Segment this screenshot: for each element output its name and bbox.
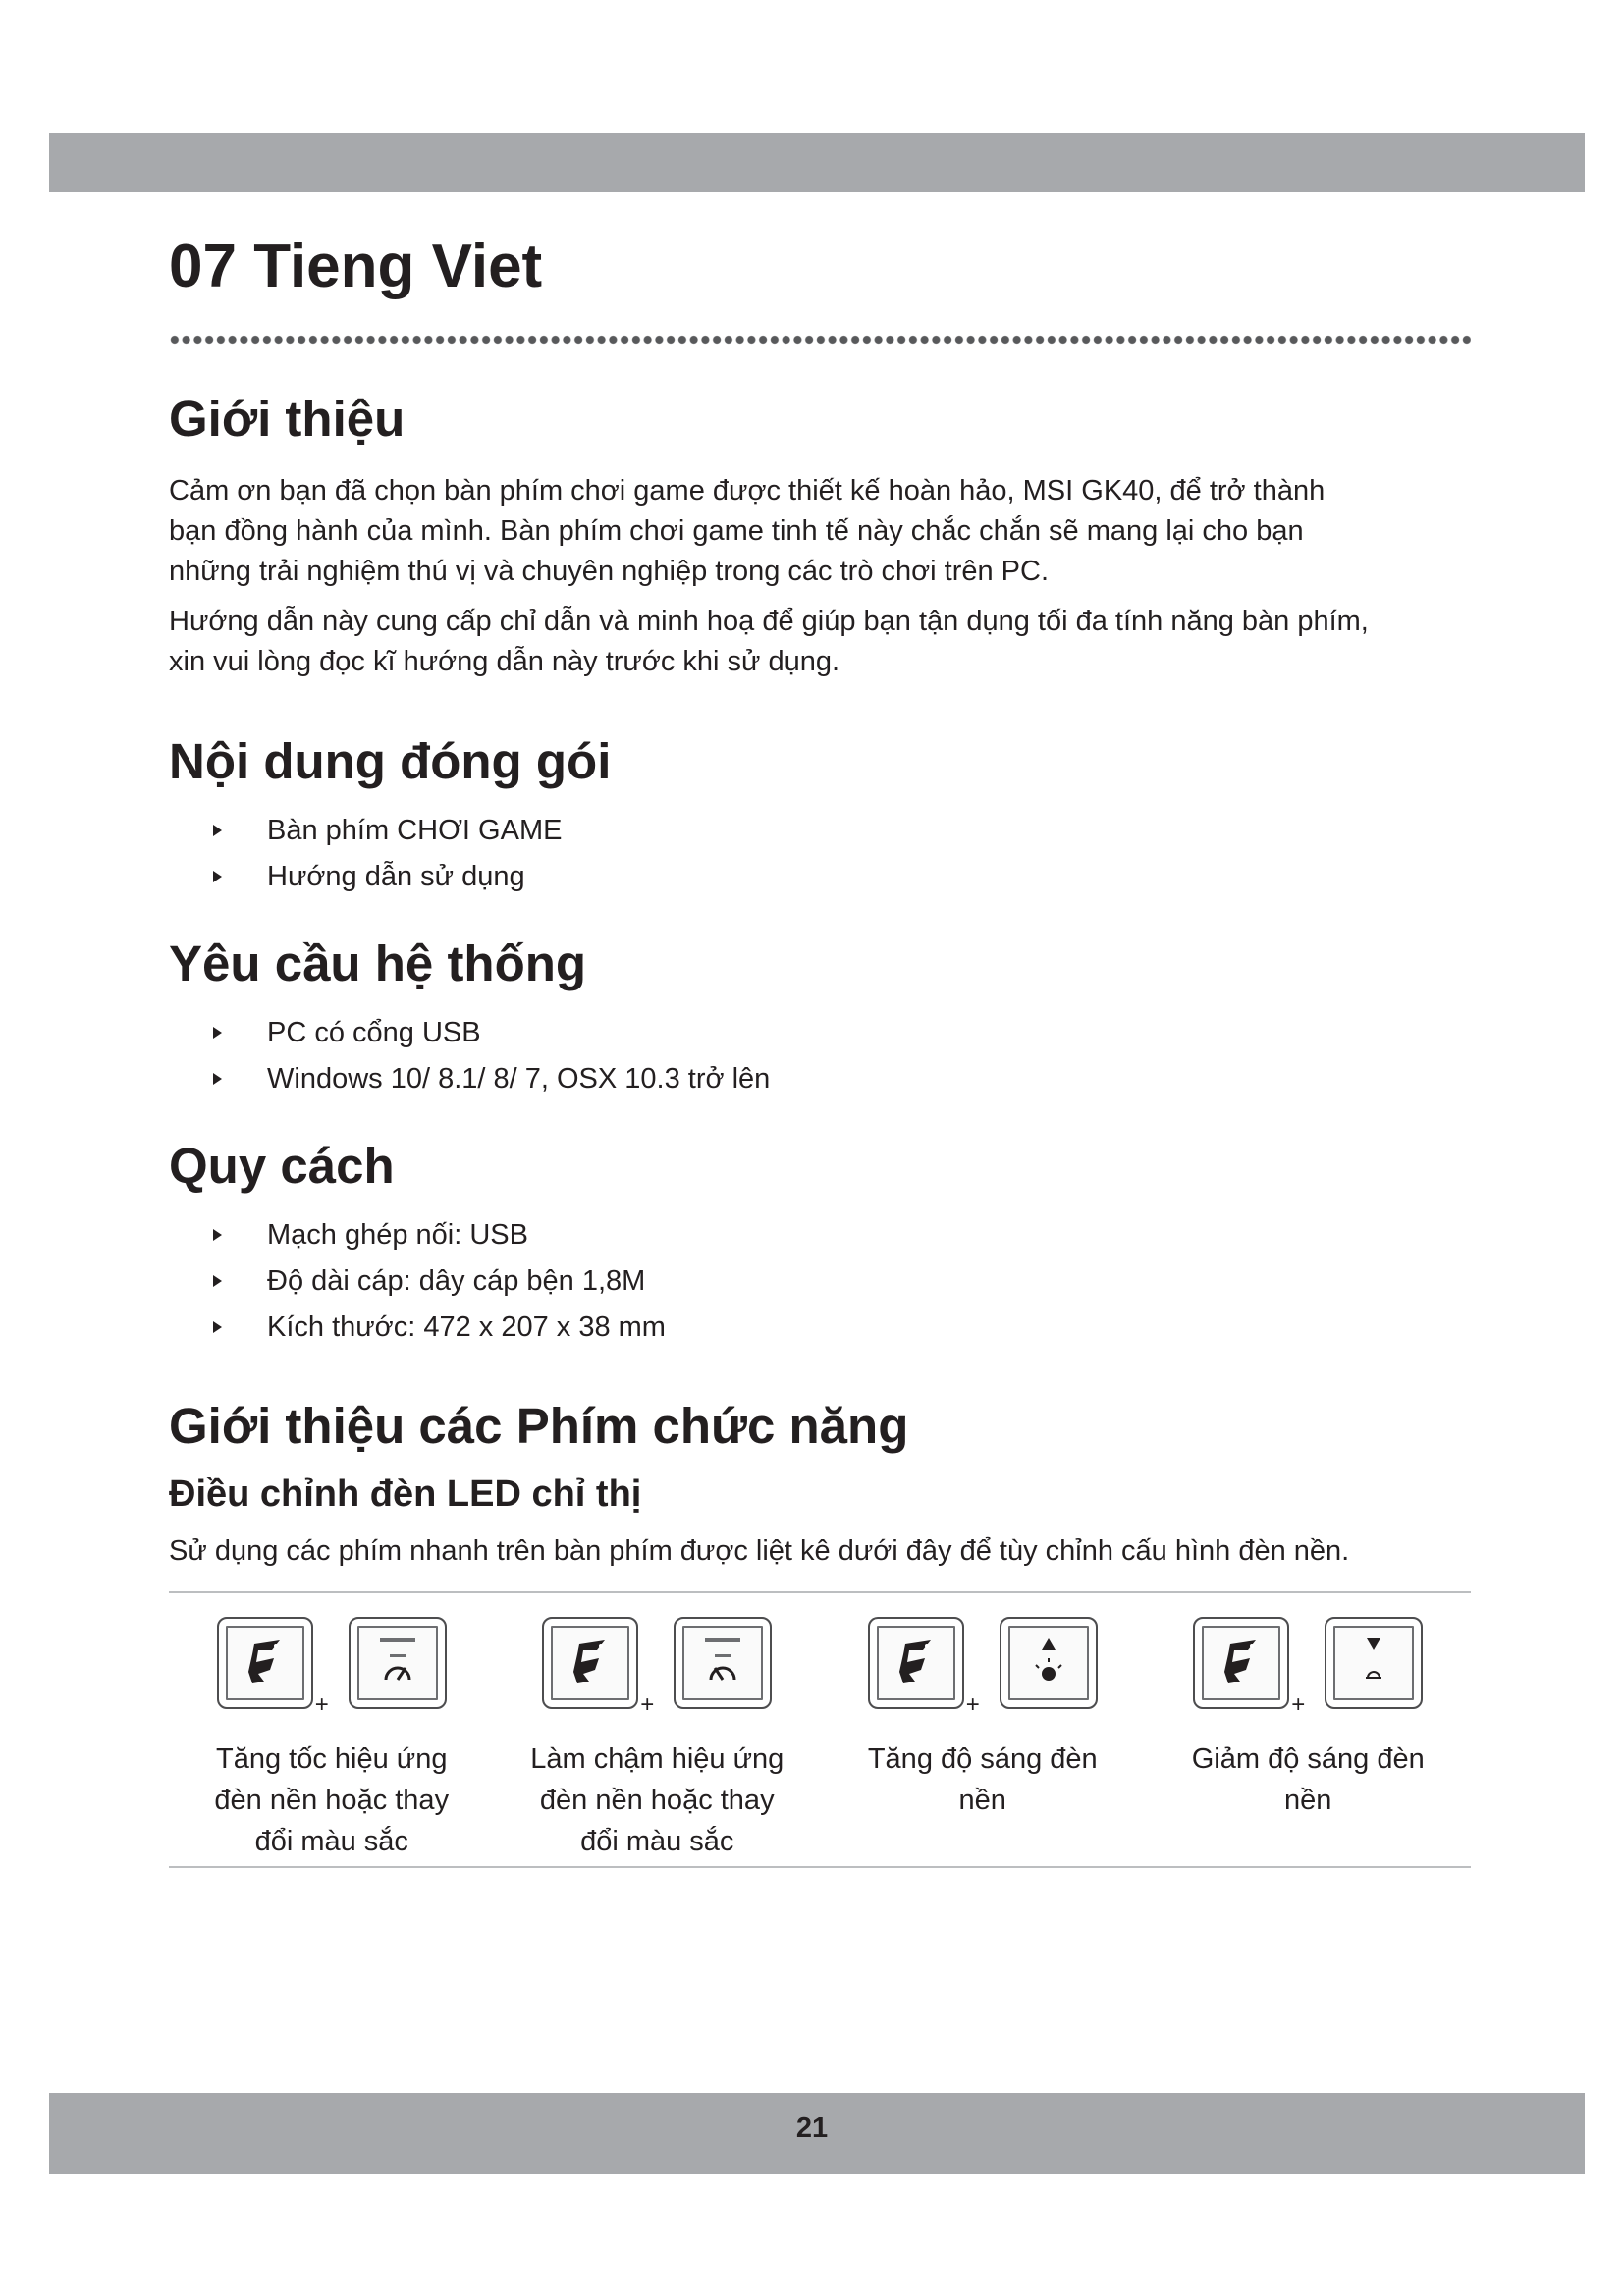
text-line: Hướng dẫn này cung cấp chỉ dẫn và minh hoạ để giúp bạn tận dụng tối đa tính năng bàn phím, bbox=[169, 606, 1369, 637]
msi-dragon-icon bbox=[868, 1617, 964, 1709]
intro-paragraph-1 bbox=[169, 471, 1471, 592]
list-item-text: Bàn phím CHƠI GAME bbox=[267, 815, 563, 846]
led-slow-down-icon bbox=[674, 1617, 772, 1709]
brightness-up-icon bbox=[1000, 1617, 1098, 1709]
intro-paragraph-2 bbox=[169, 602, 1471, 682]
key-combo: + bbox=[820, 1617, 1146, 1715]
text-line: Cảm ơn bạn đã chọn bàn phím chơi game được thiết kế hoàn hảo, MSI GK40, để trở thành bbox=[169, 475, 1326, 507]
hotkey-combo bbox=[169, 1593, 495, 1866]
list-item bbox=[169, 1305, 1471, 1351]
hotkey-caption: Tăng độ sáng đèn nền bbox=[867, 1743, 1098, 1816]
header-band bbox=[49, 133, 1585, 192]
list-item-text: Kích thước: 472 x 207 x 38 mm bbox=[267, 1311, 666, 1343]
list-item bbox=[169, 1258, 1471, 1305]
key-combo: + bbox=[495, 1617, 821, 1715]
page-number: 21 bbox=[795, 2112, 829, 2144]
hotkey-table bbox=[169, 1591, 1471, 1868]
chapter-title: 07 Tieng Viet bbox=[169, 233, 543, 300]
bullet-arrow-icon bbox=[213, 1073, 222, 1085]
key-combo: + bbox=[169, 1617, 495, 1715]
msi-dragon-icon bbox=[1193, 1617, 1289, 1709]
intro-heading: Giới thiệu bbox=[169, 391, 406, 447]
brightness-down-icon bbox=[1325, 1617, 1423, 1709]
text-line: bạn đồng hành của mình. Bàn phím chơi game tinh tế này chắc chắn sẽ mang lại cho bạn bbox=[169, 515, 1304, 547]
package-heading: Nội dung đóng gói bbox=[169, 733, 612, 789]
text-line: xin vui lòng đọc kĩ hướng dẫn này trước khi sử dụng. bbox=[169, 646, 840, 677]
list-item bbox=[169, 1212, 1471, 1258]
bullet-arrow-icon bbox=[213, 871, 222, 882]
text-line: những trải nghiệm thú vị và chuyên nghiệp trong các trò chơi trên PC. bbox=[169, 556, 1050, 587]
specs-heading: Quy cách bbox=[169, 1138, 395, 1194]
list-item bbox=[169, 808, 1471, 854]
requirements-list bbox=[169, 1010, 1471, 1102]
list-item bbox=[169, 1010, 1471, 1056]
list-item bbox=[169, 1056, 1471, 1102]
page-content bbox=[169, 224, 1471, 1868]
bullet-arrow-icon bbox=[213, 1275, 222, 1287]
led-description: Sử dụng các phím nhanh trên bàn phím được liệt kê dưới đây để tùy chỉnh cấu hình đèn nền. bbox=[169, 1535, 1350, 1567]
hotkey-caption: Giảm độ sáng đèn nền bbox=[1191, 1743, 1425, 1816]
msi-dragon-icon bbox=[542, 1617, 638, 1709]
led-speed-up-icon bbox=[349, 1617, 447, 1709]
list-item-text: PC có cổng USB bbox=[267, 1017, 481, 1048]
hotkey-caption: Tăng tốc hiệu ứng đèn nền hoặc thay đổi màu sắc bbox=[214, 1743, 450, 1857]
hotkey-combo bbox=[820, 1593, 1146, 1866]
hotkey-combo bbox=[1146, 1593, 1472, 1866]
list-item-text: Độ dài cáp: dây cáp bện 1,8M bbox=[267, 1265, 646, 1297]
bullet-arrow-icon bbox=[213, 1027, 222, 1039]
bullet-arrow-icon bbox=[213, 1229, 222, 1241]
bullet-arrow-icon bbox=[213, 1321, 222, 1333]
function-keys-heading: Giới thiệu các Phím chức năng bbox=[169, 1398, 909, 1454]
list-item bbox=[169, 854, 1471, 900]
hotkey-combo bbox=[495, 1593, 821, 1866]
msi-dragon-icon bbox=[217, 1617, 313, 1709]
hotkey-caption: Làm chậm hiệu ứng đèn nền hoặc thay đổi màu sắc bbox=[530, 1743, 785, 1857]
dotted-divider bbox=[169, 334, 1471, 346]
bullet-arrow-icon bbox=[213, 825, 222, 836]
specs-list bbox=[169, 1212, 1471, 1351]
list-item-text: Mạch ghép nối: USB bbox=[267, 1219, 528, 1251]
led-subheading: Điều chỉnh đèn LED chỉ thị bbox=[169, 1473, 642, 1515]
list-item-text: Windows 10/ 8.1/ 8/ 7, OSX 10.3 trở lên bbox=[267, 1063, 771, 1095]
requirements-heading: Yêu cầu hệ thống bbox=[169, 935, 587, 991]
key-combo: + bbox=[1146, 1617, 1472, 1715]
package-list bbox=[169, 808, 1471, 900]
list-item-text: Hướng dẫn sử dụng bbox=[267, 861, 525, 892]
